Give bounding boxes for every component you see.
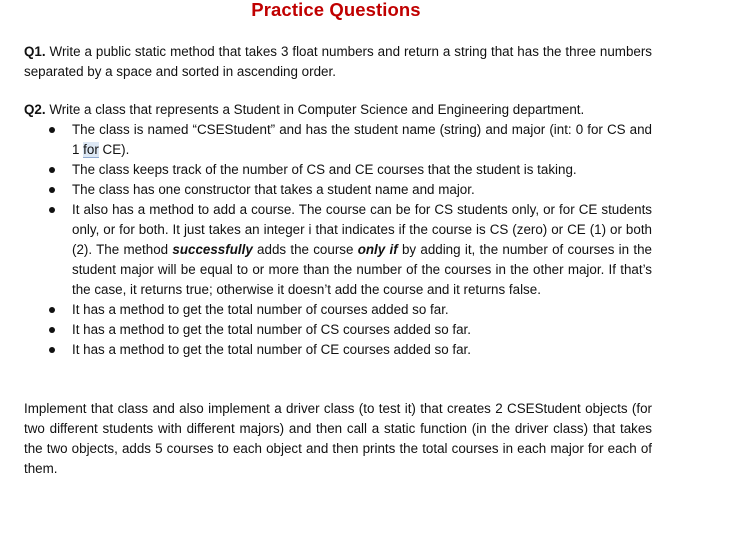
- question-1-text: Write a public static method that takes 3 float numbers and return a string that has the three numbers separated by a space and sorted in ascending order.: [24, 44, 652, 79]
- bullet-4-text-c: by adding it, the number of courses in the student major will be equal to or more than the number of the courses in the other major. If that’s the case, it returns true; otherwise it doesn’t add the course and it returns false.: [72, 242, 652, 297]
- question-2: [24, 100, 652, 360]
- bullet-7-text: It has a method to get the total number of CE courses added so far.: [72, 342, 471, 357]
- question-1-label: Q1.: [24, 44, 46, 59]
- bullet-1-text-a: The class is named “CSEStudent” and has the student name (string) and major (int: 0 for CS and 1: [72, 122, 652, 157]
- list-item: [24, 300, 652, 320]
- list-item: [24, 340, 652, 360]
- list-item: [24, 320, 652, 340]
- bullet-icon: [49, 347, 55, 353]
- list-item: [24, 160, 652, 180]
- bullet-icon: [49, 207, 55, 213]
- bullet-6-text: It has a method to get the total number of CS courses added so far.: [72, 322, 471, 337]
- bullet-4-text-b: adds the course: [252, 242, 358, 257]
- question-2-label: Q2.: [24, 102, 46, 117]
- list-item: [24, 120, 652, 160]
- bullet-icon: [49, 127, 55, 133]
- bullet-icon: [49, 167, 55, 173]
- bullet-3-text: The class has one constructor that takes a student name and major.: [72, 182, 475, 197]
- bullet-5-text: It has a method to get the total number of courses added so far.: [72, 302, 449, 317]
- bullet-2-text: The class keeps track of the number of CS and CE courses that the student is taking.: [72, 162, 577, 177]
- page-title: Practice Questions: [251, 0, 421, 20]
- highlighted-word: for: [83, 142, 99, 157]
- bullet-4-text-a: It also has a method to add a course. The course can be for CS students only, or for CE students only, or for both. It just takes an integer i that indicates if the course is CS (zero) or CE (1) or both (2). The method: [72, 202, 652, 257]
- emphasis-only-if: only if: [357, 242, 398, 257]
- question-2-bullet-list: [24, 120, 652, 360]
- question-2-lead: [24, 100, 652, 120]
- bullet-1-text-b: CE).: [98, 142, 130, 157]
- bullet-icon: [49, 327, 55, 333]
- question-1: [24, 42, 652, 82]
- emphasis-successfully: successfully: [172, 242, 253, 257]
- bullet-icon: [49, 307, 55, 313]
- bullet-icon: [49, 187, 55, 193]
- list-item: [24, 180, 652, 200]
- implementation-instructions: Implement that class and also implement a driver class (to test it) that creates 2 CSEStudent objects (for two different students with different majors) and then call a static function (in the driver class) that takes the two objects, adds 5 courses to each object and then prints the total courses in each major for each of them.: [24, 401, 652, 476]
- list-item: [24, 200, 652, 300]
- question-2-text: Write a class that represents a Student in Computer Science and Engineering department.: [45, 102, 585, 117]
